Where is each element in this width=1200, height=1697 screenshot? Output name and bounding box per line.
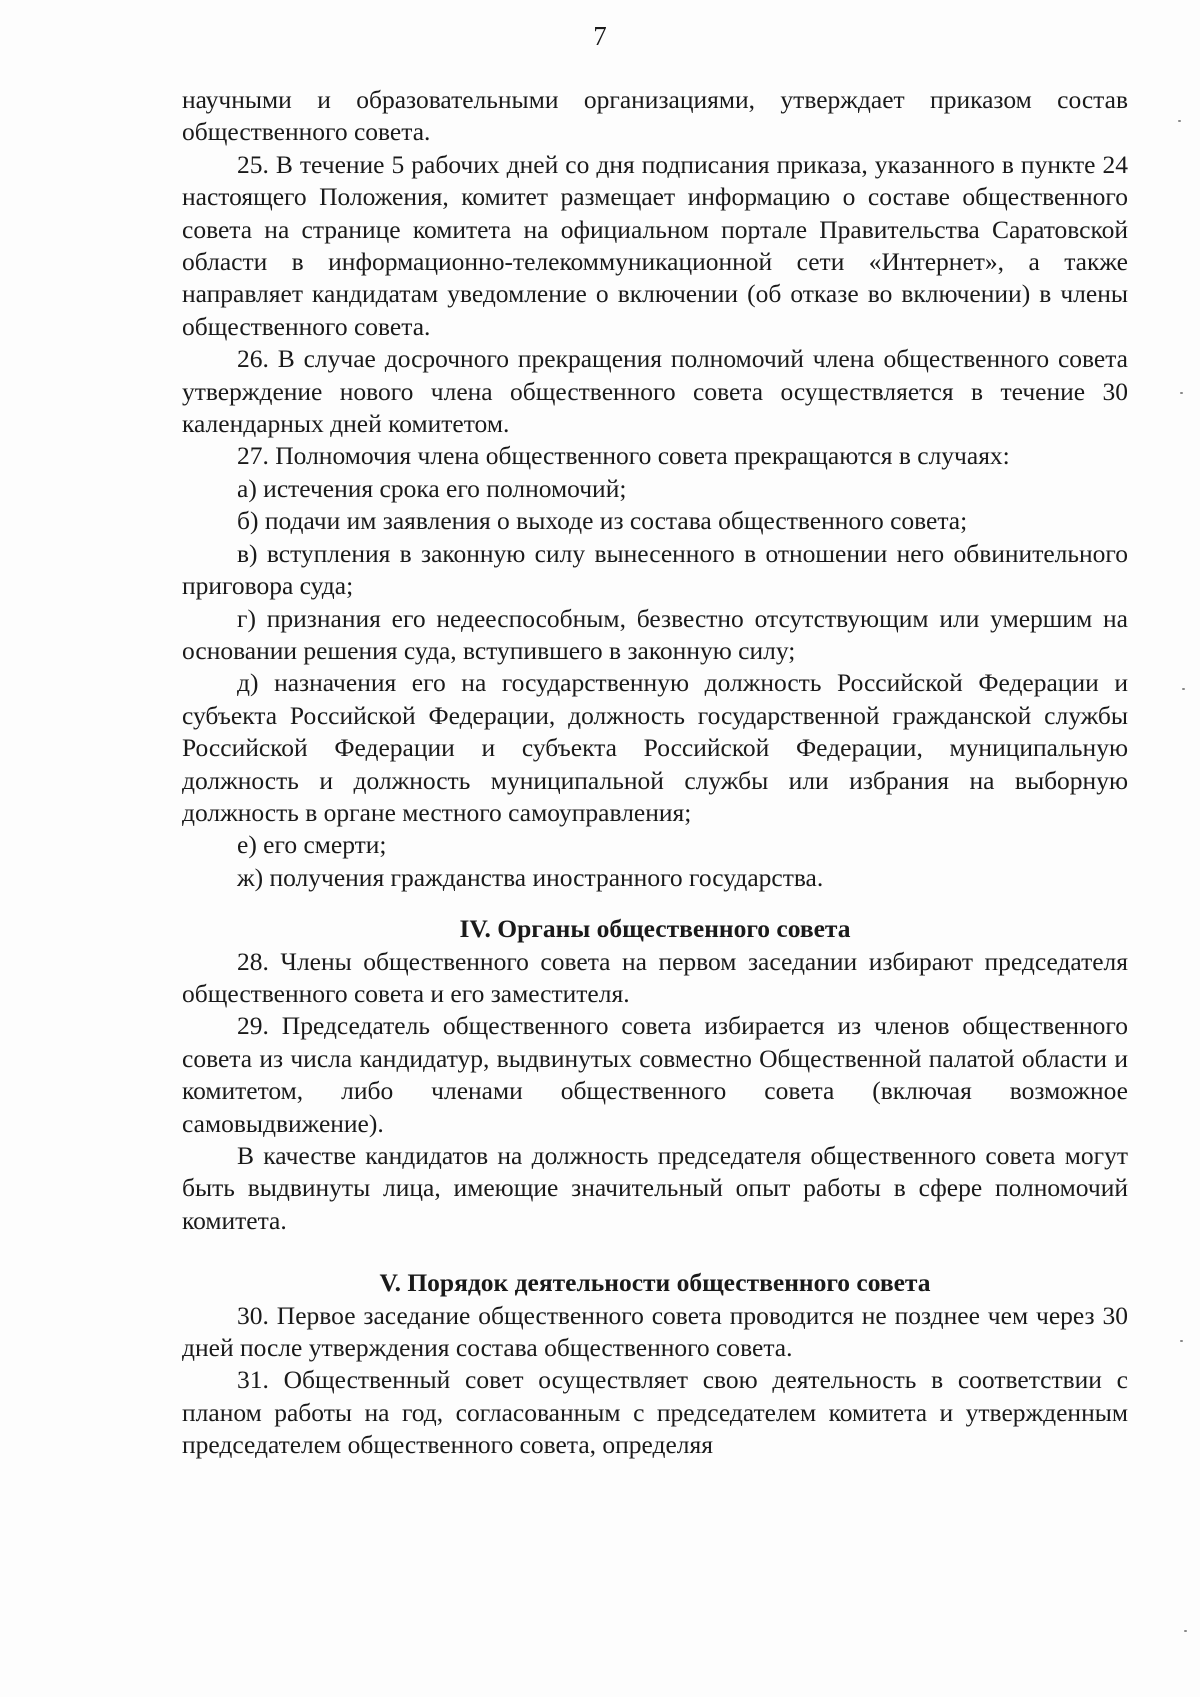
document-body — [182, 84, 1128, 1462]
paragraph: е) его смерти; — [237, 830, 387, 860]
section-heading: IV. Органы общественного совета — [459, 914, 851, 944]
paragraph: г) признания его недееспособным, безвестно отсутствующим или умершим на основании решения суда, вступившего в законную силу; — [182, 603, 1128, 665]
scan-speck — [1182, 688, 1185, 690]
paragraph: ж) получения гражданства иностранного государства. — [237, 862, 824, 892]
paragraph: 26. В случае досрочного прекращения полномочий члена общественного совета утверждение нового члена общественного совета осуществляется в течение 30 календарных дней комитетом. — [182, 344, 1128, 439]
paragraph: научными и образовательными организациями, утверждает приказом состав общественного совета. — [182, 85, 1128, 147]
paragraph: 30. Первое заседание общественного совета проводится не позднее чем через 30 дней после утверждения состава общественного совета. — [182, 1300, 1128, 1363]
scan-speck — [1184, 1630, 1187, 1632]
paragraph: 25. В течение 5 рабочих дней со дня подписания приказа, указанного в пункте 24 настоящего Положения, комитет размещает информацию о составе общественного совета на странице комитета на официальном портале Правительства Саратовской области в информационно-телекоммуникационной сети «Интернет», а также направляет кандидатам уведомление о включении (об отказе во включении) в члены общественного совета. — [182, 149, 1128, 341]
paragraph: 29. Председатель общественного совета избирается из членов общественного совета из числа кандидатур, выдвинутых совместно Общественной палатой области и комитетом, либо членами общественного совета (включая возможное самовыдвижение). — [182, 1011, 1128, 1138]
scan-speck — [1180, 1340, 1183, 1342]
paragraph: б) подачи им заявления о выходе из состава общественного совета; — [237, 506, 968, 536]
section-heading: V. Порядок деятельности общественного совета — [379, 1268, 931, 1298]
paragraph: 28. Члены общественного совета на первом заседании избирают председателя общественного совета и его заместителя. — [182, 946, 1128, 1008]
scan-speck — [1178, 120, 1181, 122]
paragraph: 27. Полномочия члена общественного совета прекращаются в случаях: — [237, 441, 1010, 471]
page-number: 7 — [593, 21, 607, 51]
paragraph: д) назначения его на государственную должность Российской Федерации и субъекта Российской Федерации, должность государственной гражданской службы Российской Федерации и субъекта Российской Федерации, муниципальную должность и должность муниципальной службы или избрания на выборную должность в органе местного самоуправления; — [182, 668, 1128, 827]
scan-speck — [1180, 392, 1183, 394]
paragraph: 31. Общественный совет осуществляет свою деятельность в соответствии с планом работы на год, согласованным с председателем комитета и утвержденным председателем общественного совета, определяя — [182, 1365, 1128, 1460]
paragraph: а) истечения срока его полномочий; — [237, 473, 627, 503]
paragraph: в) вступления в законную силу вынесенного в отношении него обвинительного приговора суда; — [182, 538, 1128, 601]
paragraph: В качестве кандидатов на должность председателя общественного совета могут быть выдвинуты лица, имеющие значительный опыт работы в сфере полномочий комитета. — [182, 1141, 1128, 1235]
